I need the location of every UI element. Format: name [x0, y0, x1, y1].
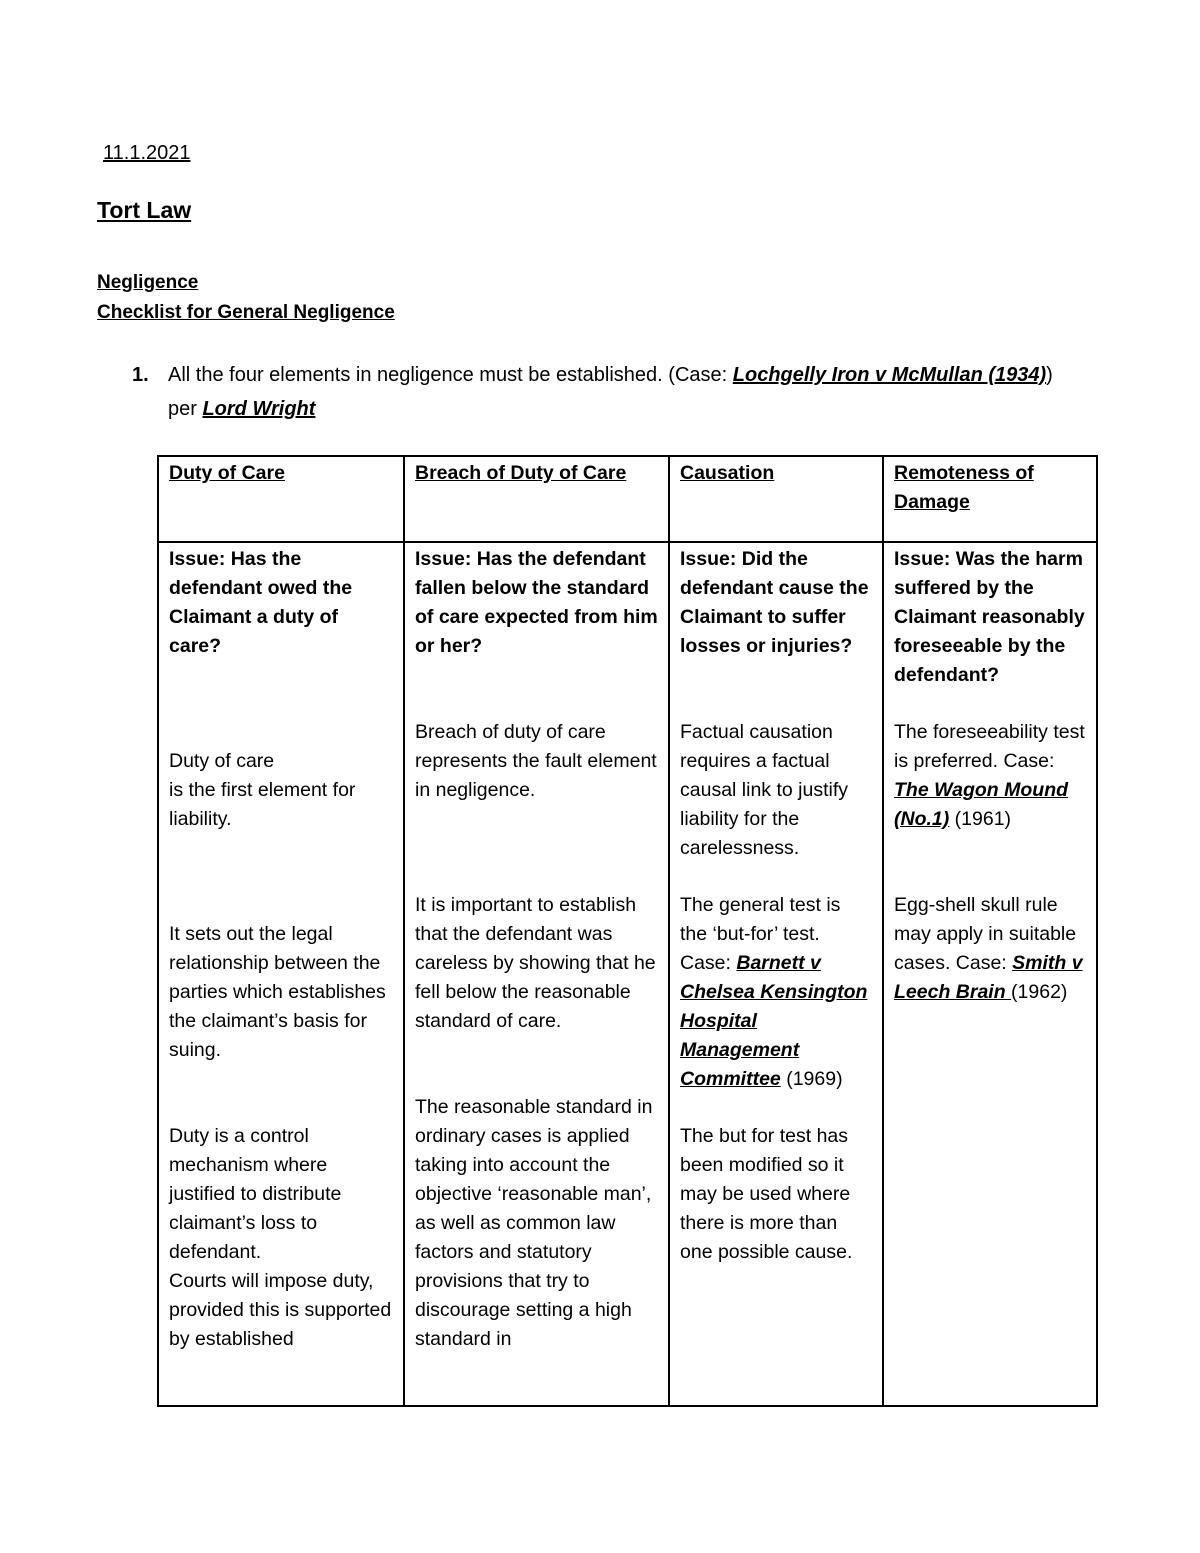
header-cell: Remoteness of Damage: [883, 456, 1097, 542]
section-heading-negligence: Negligence: [97, 272, 199, 293]
issue-text: Issue: Has the defendant fallen below the standard of care expected from him or her?: [415, 548, 658, 657]
document-title: Tort Law: [97, 197, 192, 223]
table-cell-duty: Issue: Has the defendant owed the Claimant a duty of care? Duty of care is the first element for liability. It sets out the legal relationship between the parties which establishes the claimant’s basis for suing. Duty is a control mechanism where justified to distribute claimant’s loss to defendant. Courts will impose duty, provided this is supported by established: [158, 542, 404, 1406]
table-cell-remoteness: Issue: Was the harm suffered by the Claimant reasonably foreseeable by the defendant? The foreseeability test is preferred. Case: The Wagon Mound (No.1) (1961) Egg-shell skull rule may apply in suitable cases. Case: Smith v Leech Brain (1962): [883, 542, 1097, 1406]
issue-text: Issue: Did the defendant cause the Claimant to suffer losses or injuries?: [680, 548, 869, 657]
case-citation: The Wagon Mound (No.1): [894, 779, 1069, 830]
case-citation: Lochgelly Iron v McMullan (1934): [732, 364, 1047, 386]
negligence-elements-table: [157, 455, 1098, 1407]
list-item-text: All the four elements in negligence must be established. (Case: Lochgelly Iron v McMullan (1934)) per Lord Wright: [168, 364, 1053, 420]
document-date: 11.1.2021: [103, 142, 191, 164]
header-cell: Causation: [669, 456, 883, 542]
issue-text: Issue: Has the defendant owed the Claimant a duty of care?: [169, 548, 353, 657]
judge-name: Lord Wright: [202, 398, 316, 420]
table-cell-breach: Issue: Has the defendant fallen below the standard of care expected from him or her? Breach of duty of care represents the fault element in negligence. It is important to establish that the defendant was careless by showing that he fell below the reasonable standard of care. The reasonable standard in ordinary cases is applied taking into account the objective ‘reasonable man’, as well as common law factors and statutory provisions that try to discourage setting a high standard in: [404, 542, 669, 1406]
issue-text: Issue: Was the harm suffered by the Claimant reasonably foreseeable by the defendant?: [894, 548, 1085, 686]
header-cell: Duty of Care: [158, 456, 404, 542]
case-citation: Barnett v Chelsea Kensington Hospital Management Committee: [680, 952, 868, 1090]
table-cell-causation: Issue: Did the defendant cause the Claimant to suffer losses or injuries? Factual causation requires a factual causal link to justify liability for the carelessness. The general test is the ‘but-for’ test. Case: Barnett v Chelsea Kensington Hospital Management Committee (1969) The but for test has been modified so it may be used where there is more than one possible cause.: [669, 542, 883, 1406]
table-header-row: [158, 456, 1097, 542]
case-citation: Smith v Leech Brain: [894, 952, 1083, 1003]
table-row: [158, 542, 1097, 1406]
header-cell: Breach of Duty of Care: [404, 456, 669, 542]
section-heading-checklist: Checklist for General Negligence: [97, 302, 395, 323]
list-number: 1.: [132, 364, 149, 386]
